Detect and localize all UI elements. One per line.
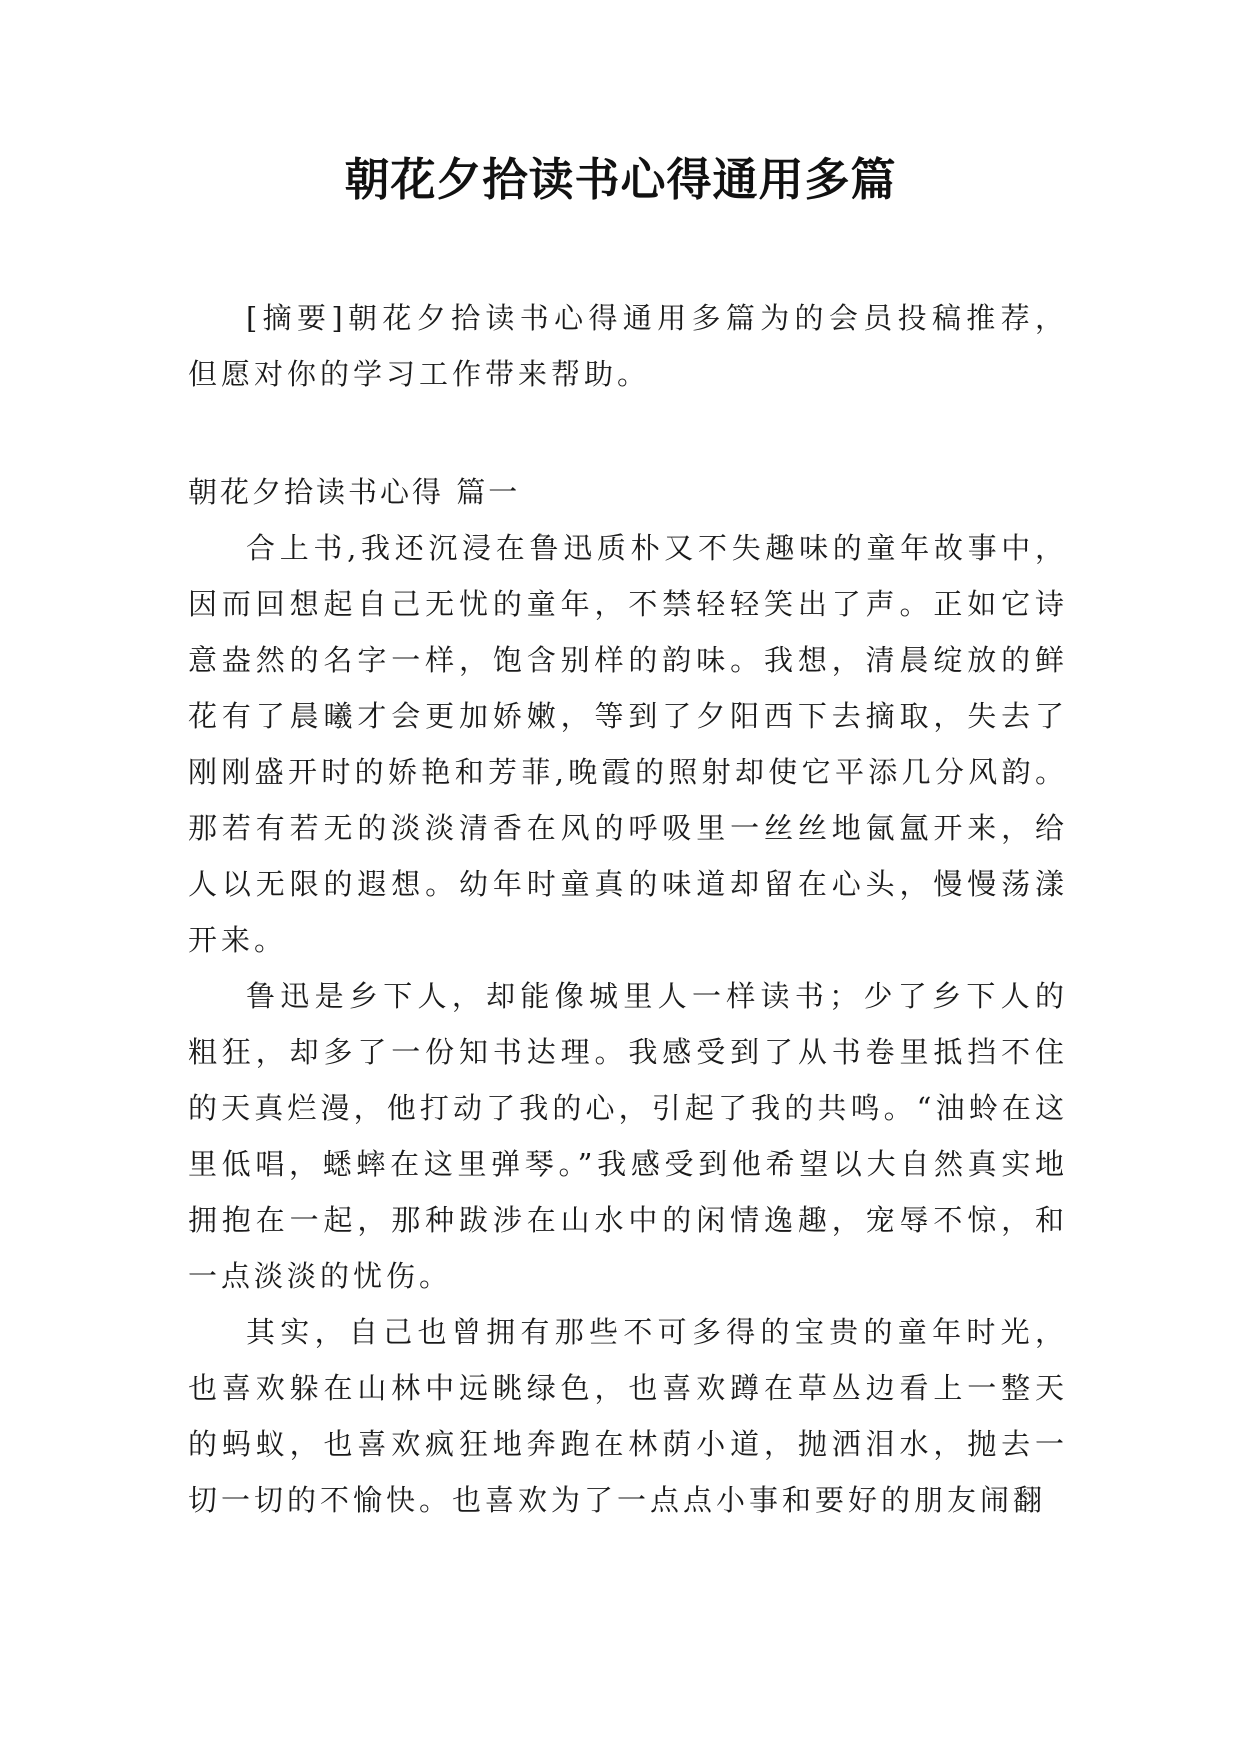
- section-heading: 朝花夕拾读书心得 篇一: [188, 475, 521, 509]
- abstract-paragraph: [摘要]朝花夕拾读书心得通用多篇为的会员投稿推荐，但愿对你的学习工作带来帮助。: [188, 301, 1068, 391]
- document-body: [188, 290, 1068, 1528]
- body-paragraph-2: 鲁迅是乡下人，却能像城里人一样读书；少了乡下人的粗狂，却多了一份知书达理。我感受到了从书卷里抵挡不住的天真烂漫，他打动了我的心，引起了我的共鸣。“油蛉在这里低唱，蟋蟀在这里弹琴。”我感受到他希望以大自然真实地拥抱在一起，那种跋涉在山水中的闲情逸趣，宠辱不惊，和一点淡淡的忧伤。: [188, 979, 1068, 1293]
- body-paragraph-1: 合上书,我还沉浸在鲁迅质朴又不失趣味的童年故事中，因而回想起自己无忧的童年，不禁轻轻笑出了声。正如它诗意盎然的名字一样，饱含别样的韵味。我想，清晨绽放的鲜花有了晨曦才会更加娇嫩，等到了夕阳西下去摘取，失去了刚刚盛开时的娇艳和芳菲,晚霞的照射却使它平添几分风韵。那若有若无的淡淡清香在风的呼吸里一丝丝地氤氲开来，给人以无限的遐想。幼年时童真的味道却留在心头，慢慢荡漾开来。: [188, 531, 1068, 957]
- document-title: 朝花夕拾读书心得通用多篇: [344, 153, 897, 206]
- body-paragraph-3: 其实，自己也曾拥有那些不可多得的宝贵的童年时光，也喜欢躲在山林中远眺绿色，也喜欢蹲在草丛边看上一整天的蚂蚁，也喜欢疯狂地奔跑在林荫小道，抛洒泪水，抛去一切一切的不愉快。也喜欢为了一点点小事和要好的朋友闹翻: [188, 1315, 1068, 1517]
